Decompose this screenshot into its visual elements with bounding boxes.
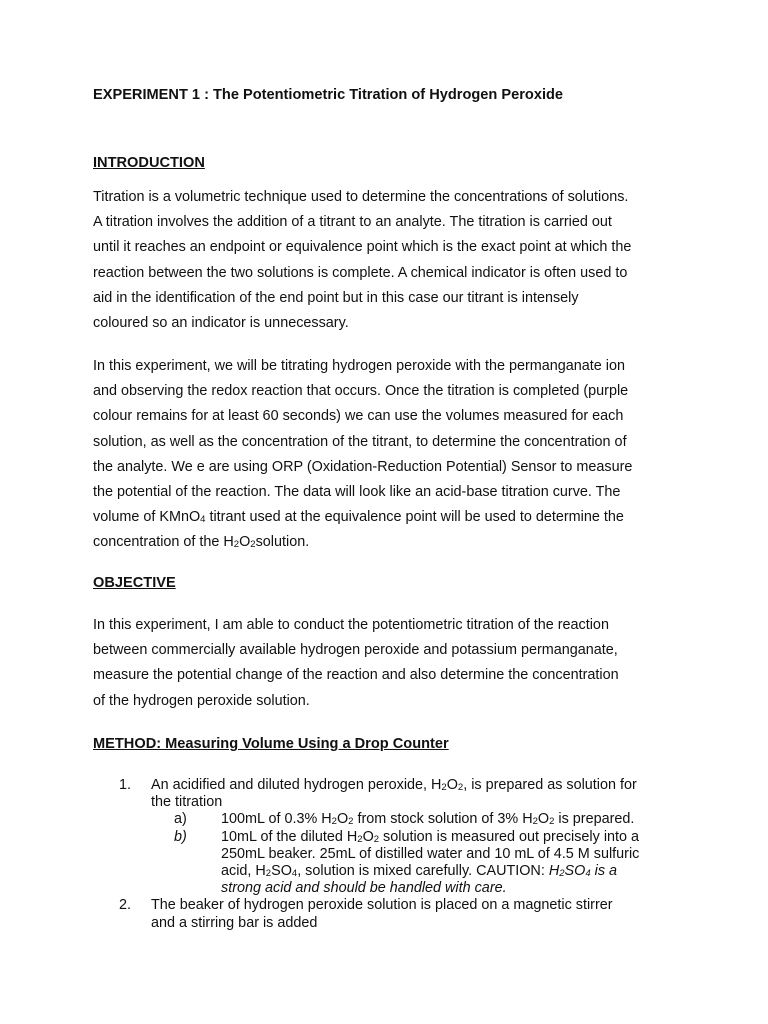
sub-item-b bbox=[93, 829, 693, 898]
method-heading: METHOD: Measuring Volume Using a Drop Counter bbox=[93, 736, 449, 752]
text-line: colour remains for at least 60 seconds) we can use the volumes measured for each bbox=[93, 408, 624, 425]
text-line: The beaker of hydrogen peroxide solution is placed on a magnetic stirrer bbox=[151, 897, 613, 914]
text-line: 10mL of the diluted $H_2O_2$ solution is measured out precisely into a bbox=[221, 828, 640, 845]
text-line: In this experiment, I am able to conduct the potentiometric titration of the reaction bbox=[93, 617, 609, 633]
list-item bbox=[93, 777, 693, 897]
introduction-paragraph-1 bbox=[93, 185, 683, 336]
list-number: 1. bbox=[119, 777, 132, 793]
text-line: volume of KMnO$_4$ titrant used at the equivalence point will be used to determine the bbox=[93, 509, 624, 526]
text-line: measure the potential change of the reaction and also determine the concentration bbox=[93, 667, 619, 684]
text-line: strong acid and should be handled with care. bbox=[221, 880, 507, 897]
text-line: aid in the identification of the end point but in this case our titrant is intensely bbox=[93, 289, 579, 306]
text-line: An acidified and diluted hydrogen peroxide, $H_2O_2$, is prepared as solution for bbox=[151, 777, 637, 793]
text-line: the analyte. We e are using ORP (Oxidation-Reduction Potential) Sensor to measure bbox=[93, 458, 633, 475]
text-line: concentration of the $H_2O_2solution$. bbox=[93, 534, 310, 551]
text-line: the titration bbox=[151, 794, 223, 811]
list-item bbox=[93, 897, 693, 931]
text-line: the potential of the reaction. The data will look like an acid-base titration curve. The bbox=[93, 483, 621, 500]
sub-item-label: a) bbox=[174, 811, 187, 828]
text-line: until it reaches an endpoint or equivalence point which is the exact point at which the bbox=[93, 239, 632, 256]
text-line: of the hydrogen peroxide solution. bbox=[93, 692, 310, 709]
sub-item-label: b) bbox=[174, 828, 187, 845]
text-line: In this experiment, we will be titrating hydrogen peroxide with the permanganate ion bbox=[93, 358, 625, 374]
text-line: and observing the redox reaction that occurs. Once the titration is completed (purple bbox=[93, 383, 629, 400]
objective-heading: OBJECTIVE bbox=[93, 575, 176, 591]
introduction-paragraph-2 bbox=[93, 354, 683, 556]
objective-paragraph bbox=[93, 613, 683, 714]
text-line: 250mL beaker. 25mL of distilled water and 10 mL of 4.5 M sulfuric bbox=[221, 845, 640, 862]
text-line: 100mL of 0.3% $H_2O_2$ from stock solution of 3% $H_2O_2$ is prepared. bbox=[221, 811, 635, 828]
introduction-heading: INTRODUCTION bbox=[93, 155, 205, 171]
text-line: acid, $H_2SO_4$, solution is mixed carefully. CAUTION: $H_2SO_4$ is a bbox=[221, 863, 618, 880]
sub-item-a bbox=[93, 811, 693, 828]
text-line: Titration is a volumetric technique used to determine the concentrations of solutions. bbox=[93, 189, 629, 205]
text-line: reaction between the two solutions is complete. A chemical indicator is often used to bbox=[93, 264, 628, 281]
method-steps-list bbox=[93, 777, 693, 932]
text-line: between commercially available hydrogen peroxide and potassium permanganate, bbox=[93, 642, 618, 659]
text-line: and a stirring bar is added bbox=[151, 914, 318, 931]
text-line: A titration involves the addition of a titrant to an analyte. The titration is carried out bbox=[93, 214, 612, 231]
list-number: 2. bbox=[119, 897, 132, 914]
text-line: solution, as well as the concentration of the titrant, to determine the concentration of bbox=[93, 433, 627, 450]
text-line: coloured so an indicator is unnecessary. bbox=[93, 314, 349, 331]
document-title: EXPERIMENT 1 : The Potentiometric Titration of Hydrogen Peroxide bbox=[93, 87, 564, 103]
